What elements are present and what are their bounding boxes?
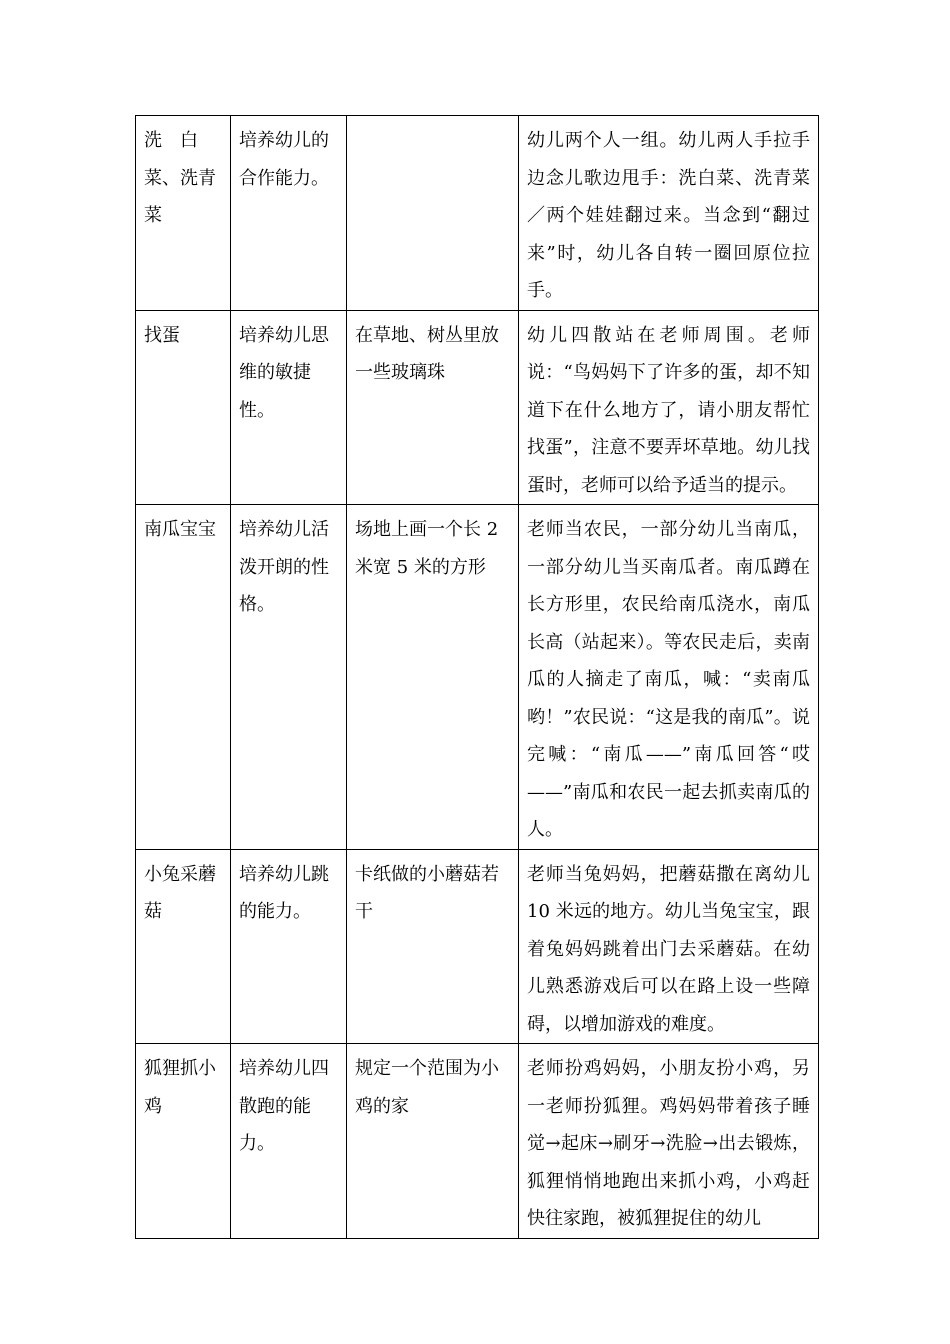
game-prep-cell: 在草地、树丛里放一些玻璃珠: [347, 310, 519, 505]
game-name-cell: 小兔采蘑菇: [136, 849, 231, 1044]
game-process-cell: 幼儿四散站在老师周围。老师说：“鸟妈妈下了许多的蛋，却不知道下在什么地方了，请小朋友帮忙找蛋”，注意不要弄坏草地。幼儿找蛋时，老师可以给予适当的提示。: [519, 310, 819, 505]
game-process-cell: 老师扮鸡妈妈，小朋友扮小鸡，另一老师扮狐狸。鸡妈妈带着孩子睡觉→起床→刷牙→洗脸→出去锻炼，狐狸悄悄地跑出来抓小鸡，小鸡赶快往家跑，被狐狸捉住的幼儿: [519, 1044, 819, 1239]
game-process-cell: 老师当农民，一部分幼儿当南瓜，一部分幼儿当买南瓜者。南瓜蹲在长方形里，农民给南瓜浇水，南瓜长高（站起来）。等农民走后，卖南瓜的人摘走了南瓜，喊：“卖南瓜哟！”农民说：“这是我的南瓜”。说完喊：“南瓜——”南瓜回答“哎——”南瓜和农民一起去抓卖南瓜的人。: [519, 505, 819, 850]
game-name-cell: 南瓜宝宝: [136, 505, 231, 850]
game-prep-cell: 卡纸做的小蘑菇若干: [347, 849, 519, 1044]
game-process-cell: 老师当兔妈妈，把蘑菇撒在离幼儿 10 米远的地方。幼儿当兔宝宝，跟着兔妈妈跳着出门去采蘑菇。在幼儿熟悉游戏后可以在路上设一些障碍，以增加游戏的难度。: [519, 849, 819, 1044]
table-row: [136, 116, 819, 311]
table-row: [136, 310, 819, 505]
games-table: [135, 115, 819, 1239]
game-goal-cell: 培养幼儿跳的能力。: [231, 849, 347, 1044]
game-prep-cell: 场地上画一个长 2 米宽 5 米的方形: [347, 505, 519, 850]
game-goal-cell: 培养幼儿的合作能力。: [231, 116, 347, 311]
table-row: [136, 1044, 819, 1239]
game-name-cell: 找蛋: [136, 310, 231, 505]
game-name-cell: 洗 白菜、洗青菜: [136, 116, 231, 311]
game-goal-cell: 培养幼儿四散跑的能力。: [231, 1044, 347, 1239]
game-goal-cell: 培养幼儿思维的敏捷性。: [231, 310, 347, 505]
table-row: [136, 849, 819, 1044]
game-goal-cell: 培养幼儿活泼开朗的性格。: [231, 505, 347, 850]
game-process-cell: 幼儿两个人一组。幼儿两人手拉手边念儿歌边甩手：洗白菜、洗青菜／两个娃娃翻过来。当念到“翻过来”时，幼儿各自转一圈回原位拉手。: [519, 116, 819, 311]
game-name-cell: 狐狸抓小鸡: [136, 1044, 231, 1239]
game-prep-cell: [347, 116, 519, 311]
game-prep-cell: 规定一个范围为小鸡的家: [347, 1044, 519, 1239]
table-row: [136, 505, 819, 850]
